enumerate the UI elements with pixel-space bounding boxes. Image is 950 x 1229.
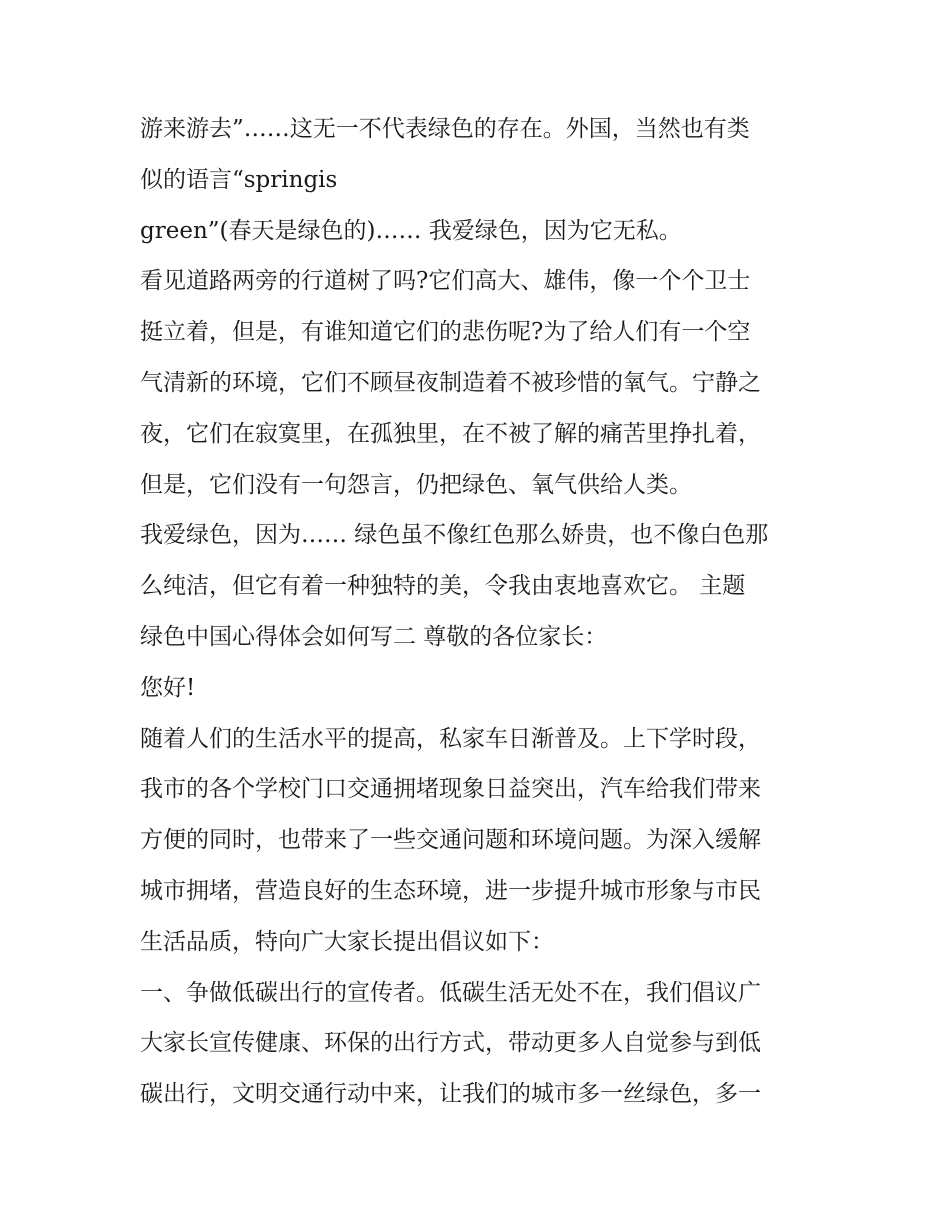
text-line: 我爱绿色，因为…… 绿色虽不像红色那么娇贵，也不像白色那 — [140, 522, 769, 549]
text-line: 方便的同时，也带来了一些交通问题和环境问题。为深入缓解 — [140, 827, 761, 854]
text-line: 似的语言“springis — [140, 166, 338, 193]
text-line: 么纯洁，但它有着一种独特的美，令我由衷地喜欢它。 主题 — [140, 573, 746, 600]
text-line: 大家长宣传健康、环保的出行方式，带动更多人自觉参与到低 — [140, 1030, 761, 1057]
text-line: 随着人们的生活水平的提高，私家车日渐普及。上下学时段， — [140, 725, 761, 752]
text-line: 我市的各个学校门口交通拥堵现象日益突出，汽车给我们带来 — [140, 776, 761, 803]
text-line: 您好! — [140, 674, 196, 701]
text-line: 游来游去”……这无一不代表绿色的存在。外国，当然也有类 — [140, 116, 750, 142]
text-line: 城市拥堵，营造良好的生态环境，进一步提升城市形象与市民 — [140, 877, 761, 904]
body-text — [140, 104, 820, 1120]
text-line: 挺立着，但是，有谁知道它们的悲伤呢?为了给人们有一个空 — [140, 319, 751, 346]
text-line: 一、争做低碳出行的宣传者。低碳生活无处不在，我们倡议广 — [140, 979, 761, 1006]
text-line: 夜，它们在寂寞里，在孤独里，在不被了解的痛苦里挣扎着， — [140, 420, 761, 447]
text-line: 看见道路两旁的行道树了吗?它们高大、雄伟，像一个个卫士 — [140, 268, 751, 295]
text-line: 但是，它们没有一句怨言，仍把绿色、氧气供给人类。 — [140, 471, 692, 498]
text-line: 碳出行，文明交通行动中来，让我们的城市多一丝绿色，多一 — [140, 1081, 761, 1108]
text-line: 生活品质，特向广大家长提出倡议如下： — [140, 928, 554, 955]
text-line: green”(春天是绿色的)…… 我爱绿色，因为它无私。 — [140, 217, 682, 244]
text-line: 绿色中国心得体会如何写二 尊敬的各位家长： — [140, 623, 608, 650]
text-line: 气清新的环境，它们不顾昼夜制造着不被珍惜的氧气。宁静之 — [140, 369, 761, 396]
